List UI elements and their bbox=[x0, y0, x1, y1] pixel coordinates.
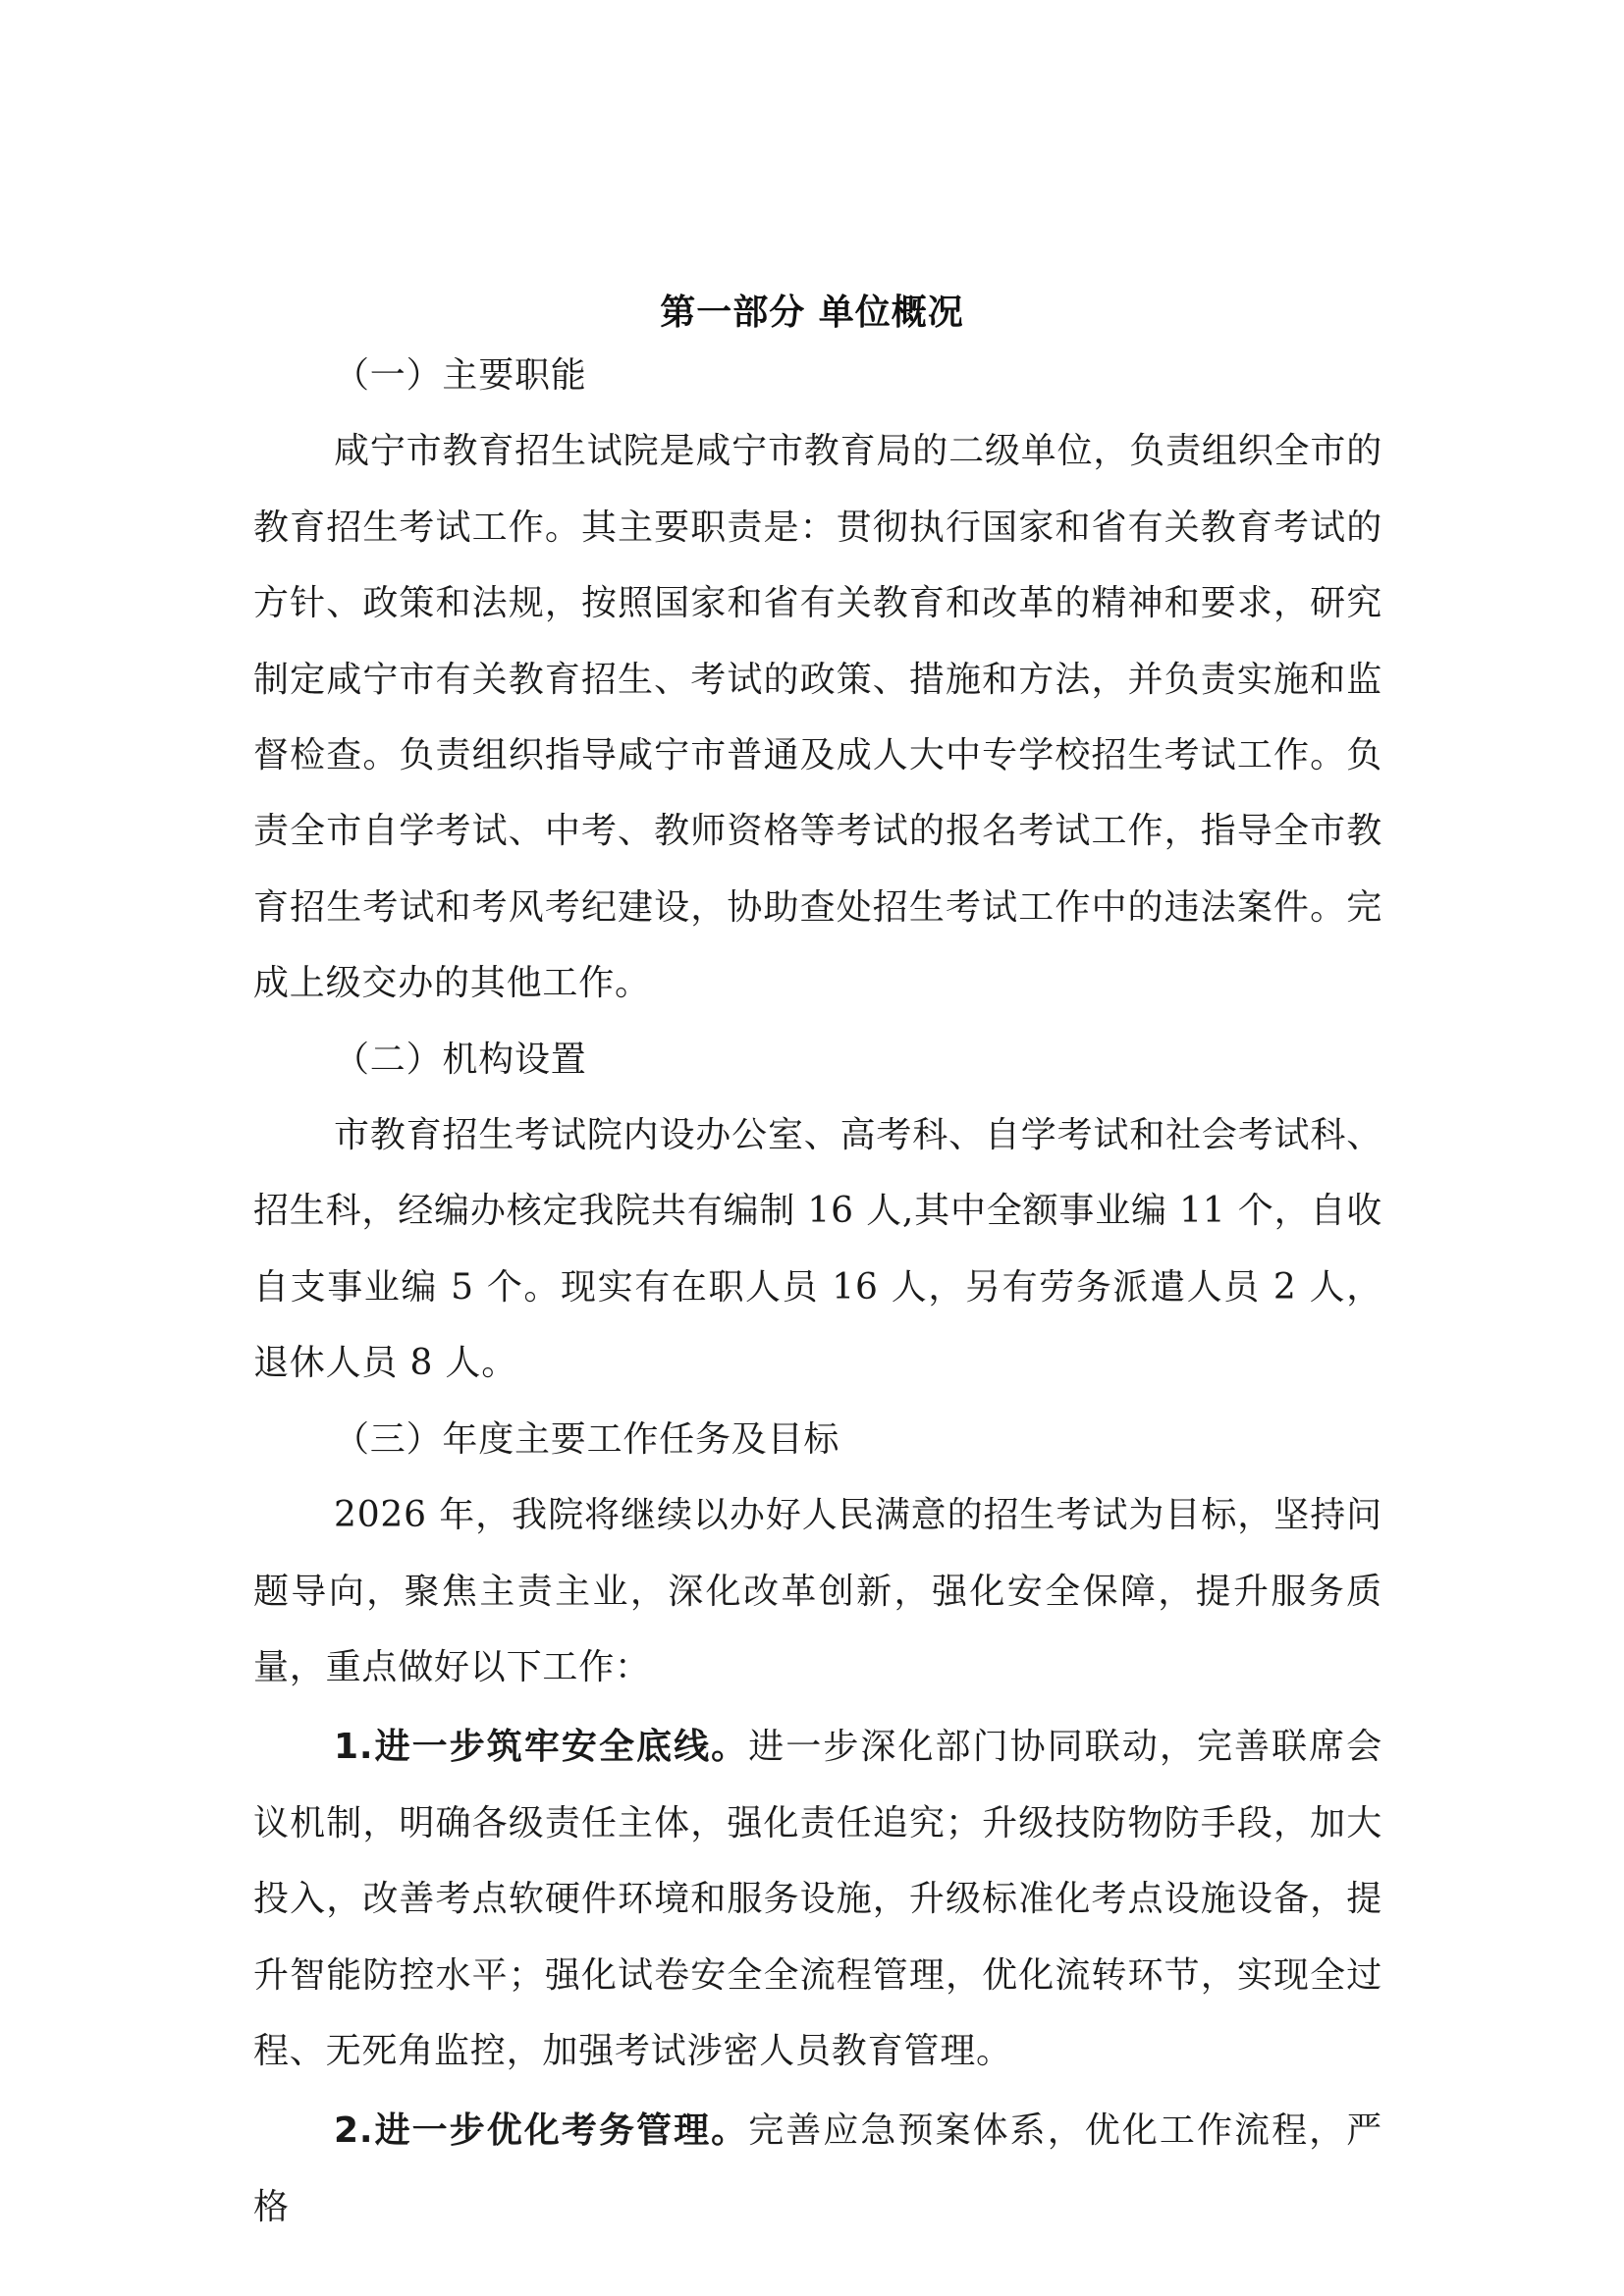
paragraph-functions: 咸宁市教育招生试院是咸宁市教育局的二级单位，负责组织全市的教育招生考试工作。其主要职责是：贯彻执行国家和省有关教育考试的方针、政策和法规，按照国家和省有关教育和改革的精神和要求，研究制定咸宁市有关教育招生、考试的政策、措施和方法，并负责实施和监督检查。负责组织指导咸宁市普通及成人大中专学校招生考试工作。负责全市自学考试、中考、教师资格等考试的报名考试工作，指导全市教育招生考试和考风考纪建设，协助查处招生考试工作中的违法案件。完成上级交办的其他工作。 bbox=[253, 431, 1382, 1004]
paragraph-tasks-intro: 2026 年，我院将继续以办好人民满意的招生考试为目标，坚持问题导向，聚焦主责主业，深化改革创新，强化安全保障，提升服务质量，重点做好以下工作： bbox=[253, 1495, 1382, 1687]
item-2-text: 完善应急预案体系，优化工作流程，严格 bbox=[253, 2110, 1382, 2227]
item-1-lead: 1.进一步筑牢安全底线。 bbox=[334, 1727, 749, 1768]
section-heading-tasks: （三）年度主要工作任务及目标 bbox=[334, 1418, 840, 1460]
item-1-text: 进一步深化部门协同联动，完善联席会议机制，明确各级责任主体，强化责任追究；升级技防物防手段，加大投入，改善考点软硬件环境和服务设施，升级标准化考点设施设备，提升智能防控水平；强化试卷安全全流程管理，优化流转环节，实现全过程、无死角监控，加强考试涉密人员教育管理。 bbox=[253, 1727, 1382, 2071]
document-body bbox=[253, 338, 1382, 2245]
paragraph-item-2 bbox=[253, 2093, 1382, 2245]
section-heading-structure: （二）机构设置 bbox=[334, 1039, 587, 1080]
section-heading-functions: （一）主要职能 bbox=[334, 355, 587, 396]
paragraph-structure: 市教育招生考试院内设办公室、高考科、自学考试和社会考试科、招生科，经编办核定我院共有编制 16 人,其中全额事业编 11 个，自收自支事业编 5 个。现实有在职人员 16 人，另有劳务派遣人员 2 人，退休人员 8 人。 bbox=[253, 1115, 1382, 1384]
item-2-lead: 2.进一步优化考务管理。 bbox=[334, 2110, 749, 2152]
page-title: 第一部分 单位概况 bbox=[660, 293, 964, 333]
paragraph-item-1 bbox=[253, 1709, 1382, 2089]
